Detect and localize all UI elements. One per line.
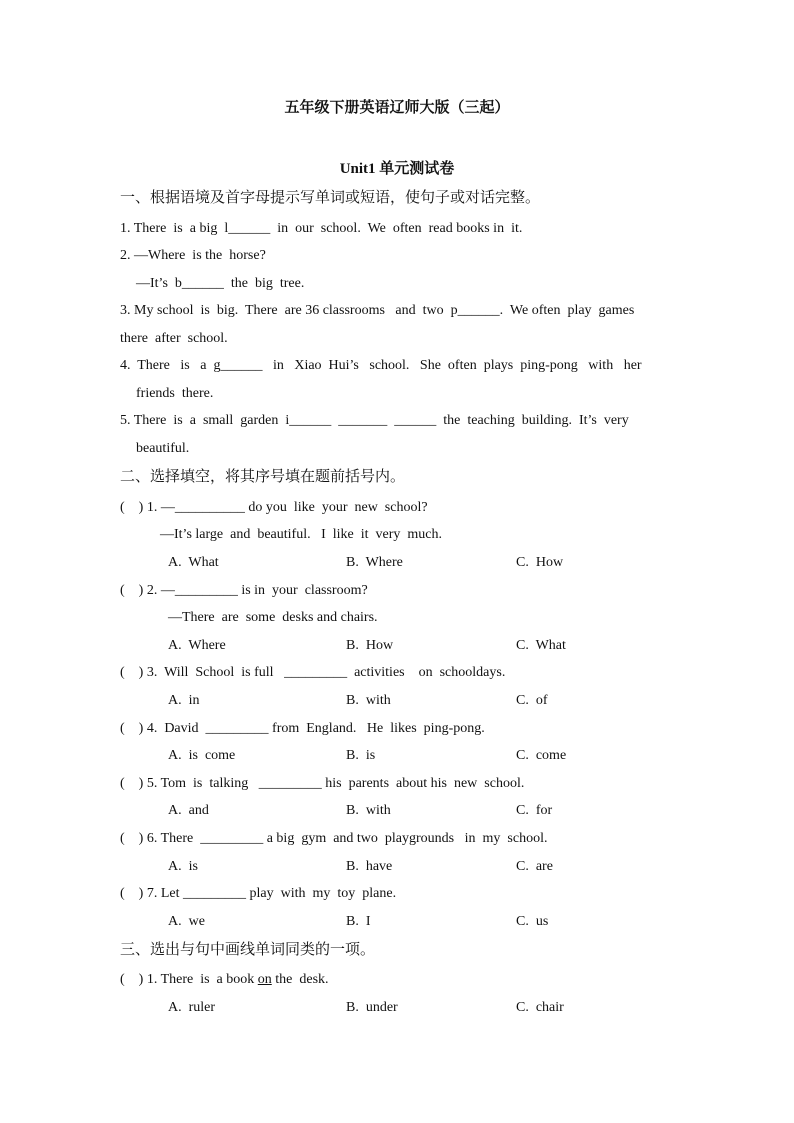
option-c: C. What bbox=[516, 638, 566, 653]
option-c: C. chair bbox=[516, 1000, 564, 1015]
option-a: A. and bbox=[168, 803, 209, 818]
section1-heading: 一、根据语境及首字母提示写单词或短语，使句子或对话完整。 bbox=[120, 190, 541, 206]
s1-line: 3. My school is big. There are 36 classrooms and two p______. We often play games bbox=[120, 303, 635, 318]
question-stem: ( ) 3. Will School is full _________ activities on schooldays. bbox=[120, 665, 506, 680]
question-dialogue: —There are some desks and chairs. bbox=[168, 610, 378, 625]
option-a: A. is come bbox=[168, 748, 236, 763]
question-stem: ( ) 2. —_________ is in your classroom? bbox=[120, 583, 368, 598]
s1-line: 2. —Where is the horse? bbox=[120, 248, 266, 263]
option-c: C. How bbox=[516, 555, 564, 570]
option-a: A. in bbox=[168, 693, 200, 708]
document-title: 五年级下册英语辽师大版（三起） bbox=[284, 100, 510, 116]
option-a: A. What bbox=[168, 555, 219, 570]
s1-line: 1. There is a big l______ in our school. We often read books in it. bbox=[120, 221, 523, 236]
underlined-word: on bbox=[257, 972, 272, 987]
option-b: B. with bbox=[346, 803, 391, 818]
option-b: B. Where bbox=[346, 555, 403, 570]
option-c: C. us bbox=[516, 914, 549, 929]
stem-text: ( ) 1. There is a book bbox=[120, 972, 258, 987]
s1-line: friends there. bbox=[136, 386, 214, 401]
question-dialogue: —It’s large and beautiful. I like it very much. bbox=[160, 527, 443, 542]
option-b: B. have bbox=[346, 859, 393, 874]
option-a: A. we bbox=[168, 914, 205, 929]
section2-heading: 二、选择填空，将其序号填在题前括号内。 bbox=[120, 469, 406, 485]
option-c: C. of bbox=[516, 693, 548, 708]
question-stem: ( ) 6. There _________ a big gym and two playgrounds in my school. bbox=[120, 831, 548, 846]
question-stem: ( ) 7. Let _________ play with my toy plane. bbox=[120, 886, 397, 901]
question-stem: ( ) 5. Tom is talking _________ his parents about his new school. bbox=[120, 776, 525, 791]
s1-line: beautiful. bbox=[136, 441, 190, 456]
question-stem: ( ) 1. —__________ do you like your new school? bbox=[120, 500, 428, 515]
option-b: B. with bbox=[346, 693, 391, 708]
option-c: C. come bbox=[516, 748, 567, 763]
question-stem: ( ) 4. David _________ from England. He likes ping-pong. bbox=[120, 721, 485, 736]
option-c: C. for bbox=[516, 803, 553, 818]
s1-line: there after school. bbox=[120, 331, 228, 346]
option-a: A. Where bbox=[168, 638, 226, 653]
option-a: A. is bbox=[168, 859, 198, 874]
question-stem bbox=[120, 971, 329, 989]
option-b: B. I bbox=[346, 914, 371, 929]
unit-subtitle: Unit1 单元测试卷 bbox=[339, 161, 455, 177]
s1-line: 4. There is a g______ in Xiao Hui’s school. She often plays ping-pong with her bbox=[120, 358, 642, 373]
option-b: B. How bbox=[346, 638, 394, 653]
option-c: C. are bbox=[516, 859, 553, 874]
option-b: B. is bbox=[346, 748, 376, 763]
section3-heading: 三、选出与句中画线单词同类的一项。 bbox=[120, 942, 376, 958]
s1-line: 5. There is a small garden i______ _______ ______ the teaching building. It’s very bbox=[120, 413, 629, 428]
s1-line: —It’s b______ the big tree. bbox=[136, 276, 305, 291]
option-b: B. under bbox=[346, 1000, 398, 1015]
option-a: A. ruler bbox=[168, 1000, 216, 1015]
stem-text: the desk. bbox=[271, 972, 329, 987]
